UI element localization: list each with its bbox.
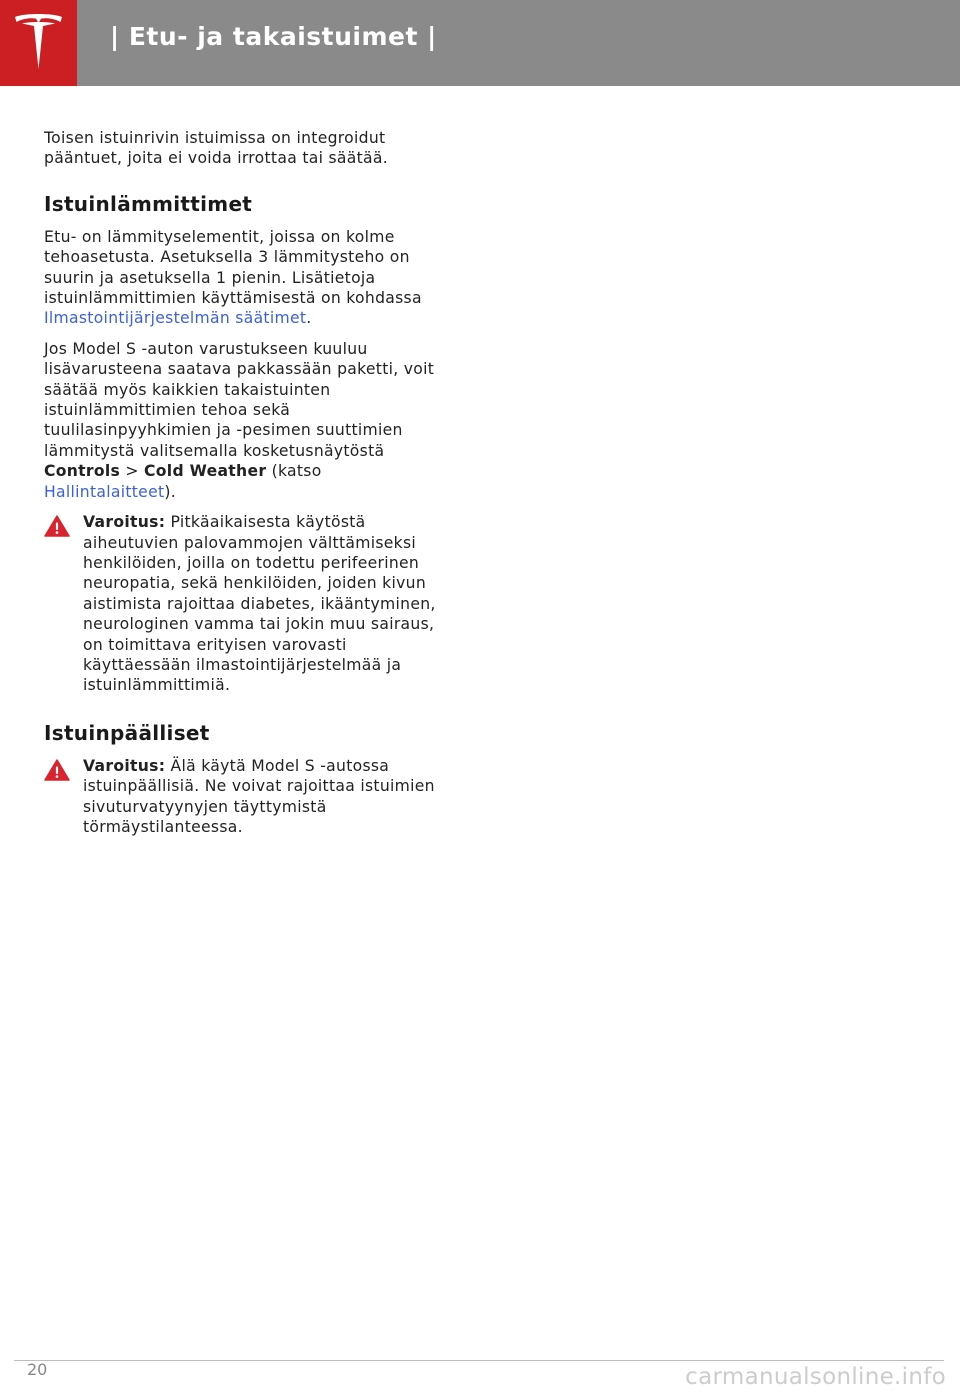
page-number: 20 [27,1360,48,1379]
menu-separator: > [120,462,145,481]
intro-paragraph: Toisen istuinrivin istuimissa on integroidut pääntuet, joita ei voida irrottaa tai säätää. [44,129,388,168]
section-heading-seat-covers: Istuinpäälliset [44,720,210,745]
watermark: carmanualsonline.info [685,1364,946,1390]
warning-text: Älä käytä Model S -autossa istuinpäällisiä. Ne voivat rajoittaa istuimien sivuturvatyynyjen täyttymistä törmäystilanteessa. [83,756,435,836]
climate-controls-link[interactable]: Ilmastointijärjestelmän säätimet [44,309,307,328]
warning-text: Pitkäaikaisesta käytöstä aiheutuvien palovammojen välttämiseksi henkilöiden, joilla on todettu perifeerinen neuropatia, sekä henkilöiden, joiden kivun aistimista rajoittaa diabetes, ikääntyminen, neurologinen vamma tai jokin muu sairaus, on toimittava erityisen varovasti käyttäessään ilmastointijärjestelmää ja istuinlämmittimiä. [83,513,436,695]
warning-label: Varoitus: [83,513,166,532]
paragraph-text: Jos Model S -auton varustukseen kuuluu lisävarusteena saatava pakkassään paketti, voit säätää myös kaikkien takaistuinten istuinlämmittimien tehoa sekä tuulilasinpyyhkimien ja -pesimen suuttimien lämmitystä valitsemalla kosketusnäytöstä [44,339,435,460]
warning-seat-covers [44,756,439,838]
paragraph-end: ). [164,482,177,501]
page-header [0,0,960,86]
cold-weather-label: Cold Weather [144,462,267,481]
cold-weather-paragraph [44,339,439,502]
tesla-logo [0,0,77,86]
footer-divider [14,1360,944,1361]
page-content [44,128,439,861]
warning-icon [44,759,70,781]
page-title: | Etu- ja takaistuimet | [110,22,437,51]
controls-link[interactable]: Hallintalaitteet [44,482,165,501]
paragraph-text: Etu- on lämmityselementit, joissa on kolme tehoasetusta. Asetuksella 3 lämmitysteho on suurin ja asetuksella 1 pienin. Lisätietoja istuinlämmittimien käyttämisestä on kohdassa [44,227,422,308]
warning-label: Varoitus: [83,756,166,775]
warning-icon [44,515,70,537]
warning-burn [44,512,439,696]
paragraph-end: . [306,309,312,328]
tesla-logo-icon [14,14,63,70]
seat-heater-paragraph [44,227,439,329]
section-heading-seat-heaters: Istuinlämmittimet [44,191,253,216]
see-text: (katso [266,462,322,481]
controls-label: Controls [44,462,121,481]
